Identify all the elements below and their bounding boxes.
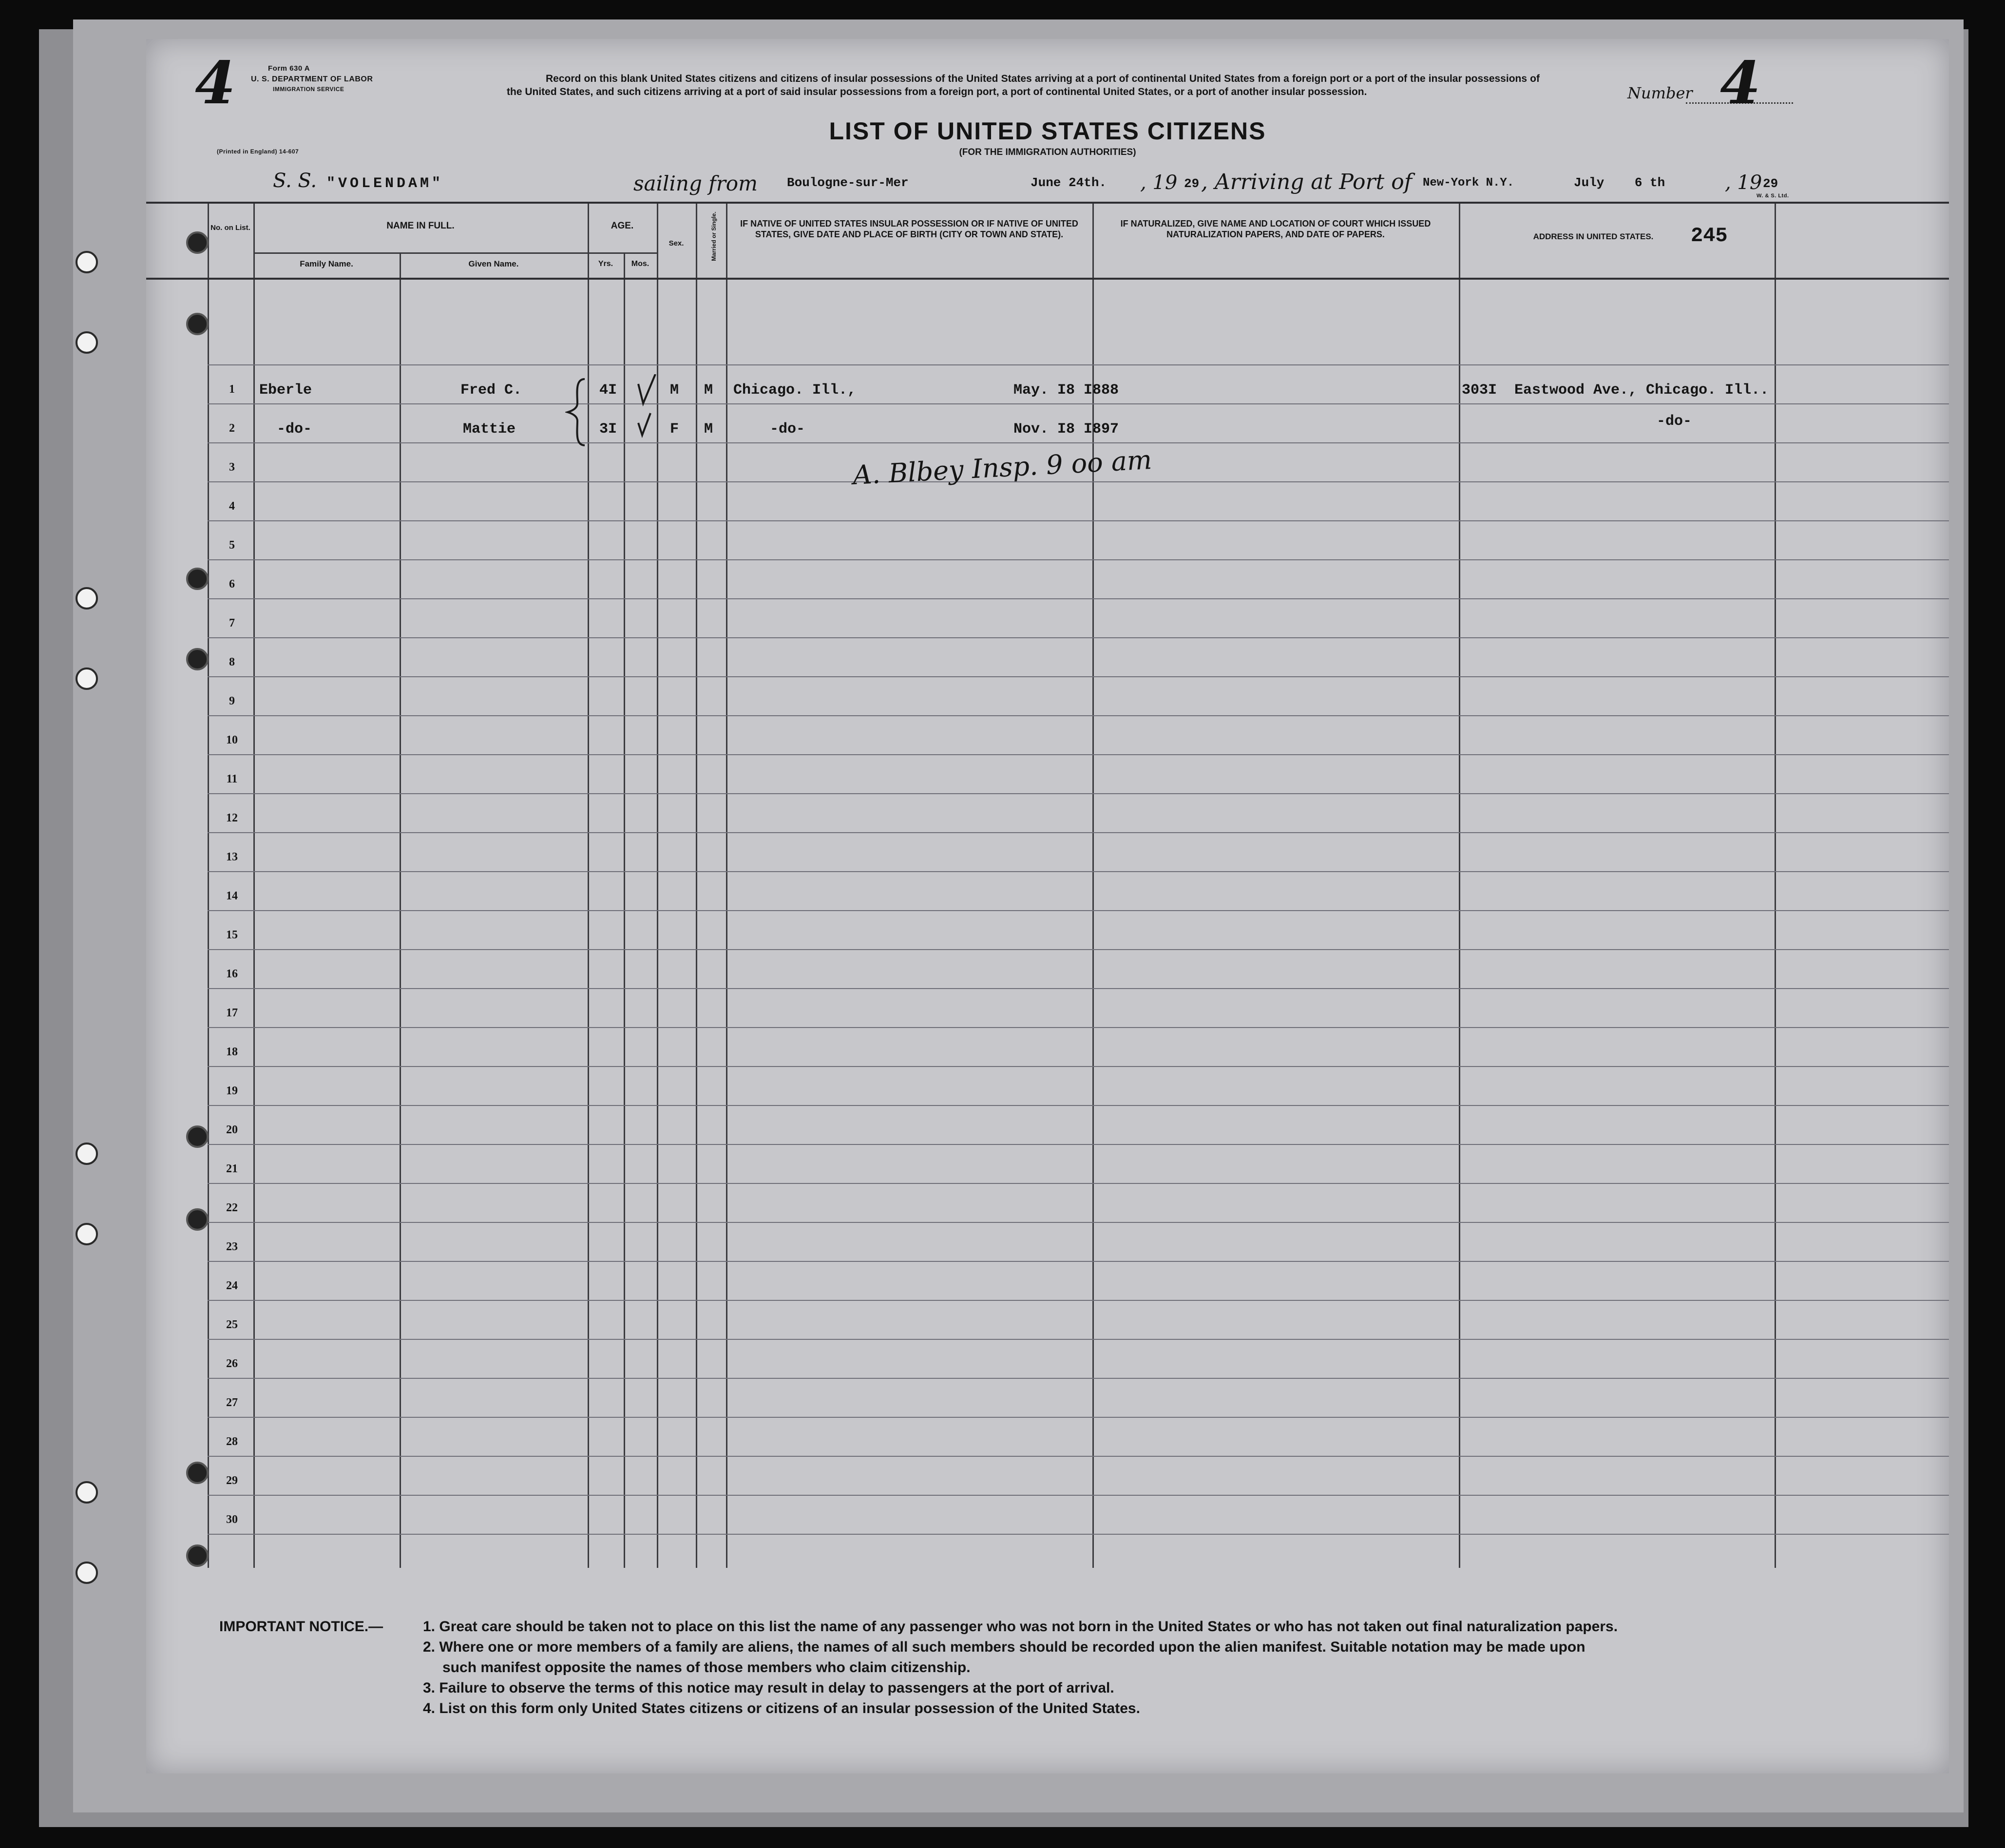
col-age: AGE. [611,221,634,231]
row-number: 4 [229,500,235,513]
notice-item-1: 1. Great care should be taken not to place on this list the name of any passenger who was not born in the United States or who has not taken out final naturalization papers. [423,1619,1618,1635]
row-number: 20 [226,1124,238,1136]
row2-address: -do- [1657,413,1692,430]
row1-given-name: Fred C. [460,382,522,399]
row-rule [208,1144,1949,1145]
row2-birthplace: -do- [770,421,805,438]
department: U. S. DEPARTMENT OF LABOR [251,75,373,83]
row-rule [208,442,1949,443]
row-number: 13 [226,851,238,863]
binding-hole [76,1143,98,1165]
row-number: 7 [229,617,235,629]
col-mos: Mos. [631,260,649,268]
row-rule [208,1417,1949,1418]
row1-marital: M [704,382,713,399]
number-label: Number [1627,84,1693,102]
col-line [1459,204,1460,1568]
ss-label: S. S. [273,170,317,192]
notice-heading: IMPORTANT NOTICE.— [219,1619,383,1635]
col-line [726,204,727,1568]
manifest-table [146,204,1949,1568]
notice-item-4: 4. List on this form only United States citizens or citizens of an insular possession of the United States. [423,1700,1140,1716]
row1-address: 303I Eastwood Ave., Chicago. Ill.. [1462,382,1769,399]
row-number: 1 [229,383,235,396]
inspector-signature: A. Blbey Insp. 9 oo am [852,444,1153,491]
printer-mark: W. & S. Ltd. [1757,193,1789,199]
row1-birthplace: Chicago. Ill., [733,382,857,399]
col-line [696,204,697,1568]
col-given-name: Given Name. [468,259,519,268]
depart-date: June 24th. [1031,175,1107,190]
service: IMMIGRATION SERVICE [273,86,344,93]
row-number: 30 [226,1513,238,1526]
arriving-label: , Arriving at Port of [1201,170,1412,194]
binding-hole [76,1481,98,1504]
row-number: 22 [226,1201,238,1214]
col-married-single: Married or Single. [710,211,717,261]
binding-hole [76,587,98,610]
row-rule [208,676,1949,677]
row-number: 3 [229,461,235,474]
notice-item-2-continued: such manifest opposite the names of those members who claim citizenship. [442,1659,971,1676]
binding-hole [76,1562,98,1584]
col-yrs: Yrs. [598,260,613,268]
instructions-text: Record on this blank United States citizens and citizens of insular possessions of the United States arriving at a port of continental United States from a foreign port or a port of the insular possessions of the United States, and such citizens arriving at a port of said insular possessions from a foreign port, a port of continental United States, or a port of another insular possession. [507,73,1540,97]
page-number-left: 4 [195,49,236,117]
row1-birthdate: May. I8 I888 [1013,382,1119,399]
row-number: 21 [226,1162,238,1175]
row-number: 14 [226,890,238,902]
family-brace-and-checkmarks [565,374,663,452]
row2-family-name: -do- [277,421,312,438]
depart-year: 29 [1184,176,1200,191]
row-rule [208,793,1949,794]
row-number: 25 [226,1318,238,1331]
depart-year-prefix: , 19 [1140,171,1178,194]
ship-name: "VOLENDAM" [326,175,444,192]
row-rule [208,481,1949,482]
binding-hole [76,1223,98,1245]
printed-note: (Printed in England) 14-607 [217,148,299,155]
binding-hole [186,313,209,335]
binding-hole [186,1544,209,1567]
row-rule [208,637,1949,638]
row-number: 19 [226,1085,238,1097]
arrival-date: July 6 th [1574,175,1665,190]
col-naturalization: IF NATURALIZED, GIVE NAME AND LOCATION OF COURT WHICH ISSUED NATURALIZATION PAPERS, AND DATE OF PAPERS. [1120,219,1431,239]
row-rule [208,403,1949,404]
col-name-in-full: NAME IN FULL. [386,221,455,231]
row-number: 6 [229,578,235,591]
page-title: LIST OF UNITED STATES CITIZENS [829,117,1266,145]
stamp-number: 245 [1691,224,1728,248]
col-family-name: Family Name. [300,259,353,268]
col-address: ADDRESS IN UNITED STATES. [1533,232,1654,241]
col-line [1775,204,1776,1568]
from-port: Boulogne-sur-Mer [787,175,909,190]
row-number: 2 [229,422,235,435]
row-rule [208,1105,1949,1106]
manifest-page [146,39,1949,1773]
col-line [1092,204,1094,1568]
row-number: 15 [226,929,238,941]
row-rule [208,1456,1949,1457]
notice-item-2: 2. Where one or more members of a family are aliens, the names of all such members should be recorded upon the alien manifest. Suitable notation may be made upon [423,1639,1585,1655]
arrival-port: New-York N.Y. [1423,176,1514,190]
number-value: 4 [1720,49,1761,117]
row-rule [208,598,1949,599]
row-number: 23 [226,1240,238,1253]
row-number: 26 [226,1357,238,1370]
row1-family-name: Eberle [259,382,312,399]
row-rule [208,949,1949,950]
row-rule [208,754,1949,755]
row-rule [208,832,1949,833]
binding-hole [186,648,209,670]
row-number: 27 [226,1396,238,1409]
row-rule [208,364,1949,365]
row-number: 10 [226,734,238,746]
row-number: 11 [226,773,238,785]
row-rule [208,1495,1949,1496]
row-number: 5 [229,539,235,552]
binding-hole [186,568,209,590]
row2-sex: F [670,421,679,438]
row-rule [208,1300,1949,1301]
form-id: Form 630 A [268,64,310,73]
col-birth-info: IF NATIVE OF UNITED STATES INSULAR POSSESSION OR IF NATIVE OF UNITED STATES, GIVE DATE AND PLACE OF BIRTH (CITY OR TOWN AND STATE). [740,219,1078,239]
row-rule [208,1027,1949,1028]
binding-hole [186,1125,209,1148]
row1-sex: M [670,382,679,399]
row-number: 24 [226,1279,238,1292]
row2-marital: M [704,421,713,438]
binding-hole [186,1208,209,1231]
sailing-label: sailing from [633,171,758,195]
row-number: 17 [226,1007,238,1019]
row-number: 28 [226,1435,238,1448]
row-number: 16 [226,968,238,980]
row-rule [208,1261,1949,1262]
row-rule [208,559,1949,560]
row2-yrs: 3I [599,421,617,438]
row-number: 12 [226,812,238,824]
row2-given-name: Mattie [463,421,516,438]
col-sex: Sex. [668,239,684,248]
binding-hole [76,667,98,690]
page-subtitle: (FOR THE IMMIGRATION AUTHORITIES) [959,147,1136,157]
row-rule [208,871,1949,872]
notice-item-3: 3. Failure to observe the terms of this notice may result in delay to passengers at the port of arrival. [423,1680,1114,1696]
row-rule [208,520,1949,521]
row1-yrs: 4I [599,382,617,399]
header-bottom-rule [146,278,1949,280]
row-rule [208,1183,1949,1184]
row-rule [208,1378,1949,1379]
binding-hole [186,1462,209,1484]
row-number: 18 [226,1046,238,1058]
binding-hole [76,331,98,354]
row-rule [208,1534,1949,1535]
header-subrule [253,252,588,254]
row-rule [208,1066,1949,1067]
row2-birthdate: Nov. I8 I897 [1013,421,1119,438]
row-number: 9 [229,695,235,707]
col-no-on-list: No. on List. [210,224,250,232]
row-number: 29 [226,1474,238,1487]
binding-hole [186,231,209,254]
row-rule [208,910,1949,911]
row-rule [208,1222,1949,1223]
binding-hole [76,251,98,273]
header-subrule [588,252,657,254]
row-rule [208,988,1949,989]
arrival-year-prefix: , 19 [1725,171,1762,194]
arrival-year: 29 [1763,176,1778,191]
row-rule [208,1339,1949,1340]
row-number: 8 [229,656,235,668]
row-rule [208,715,1949,716]
